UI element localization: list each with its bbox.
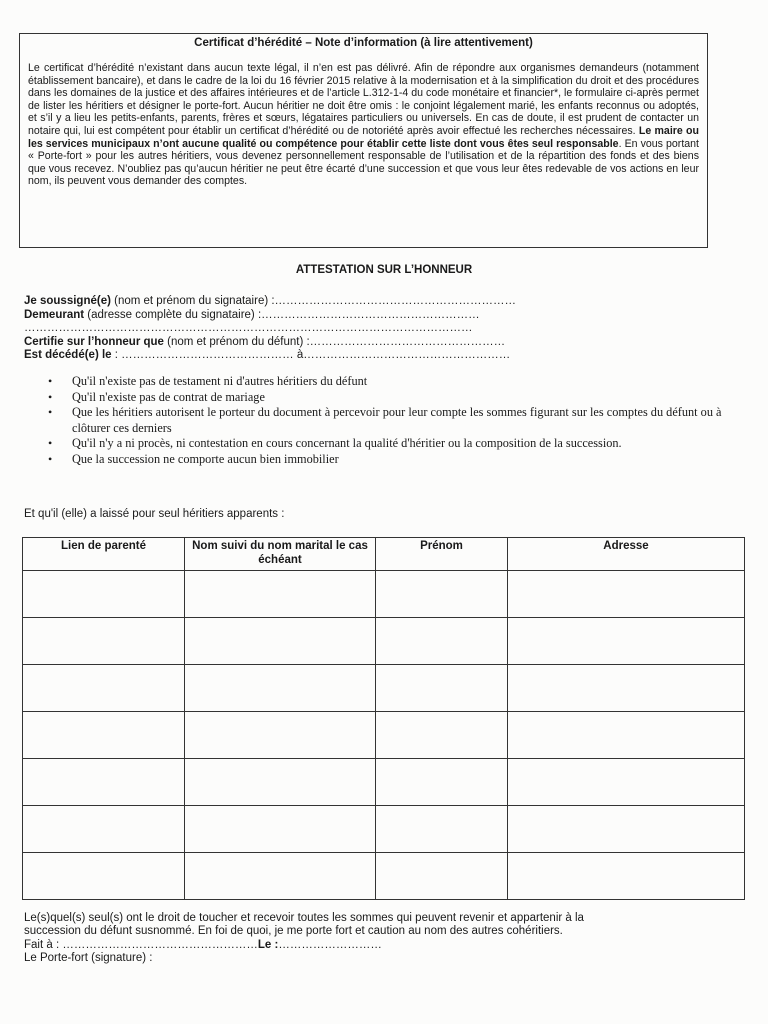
notice-text-part1: Le certificat d’hérédité n’existant dans aucun texte légal, il n’en est pas délivré. Afin de répondre aux organismes demandeurs (notamment établissement bancaire), et dans le cadre de la loi du 16 février 2015 relative à la modernisation et à la simplification du droit et des procédures dans les domaines de la justice et des affaires intérieures et de l’article L.312-1-4 du code monétaire et financier*, le formulaire ci-après permet de lister les héritiers et désigner le porte-fort. Aucun héritier ne doit être omis : le conjoint légalement marié, les enfants reconnus ou adoptés, et s’il y a lieu les petits-enfants, parents, frères et sœurs, légataires particuliers ou universels. En cas de doute, il est prudent de contacter un notaire qui, lui est compétent pour établir un certificat d’hérédité ou de notoriété après avoir effectué les recherches nécessaires. (28, 62, 699, 137)
field-rest: (nom et prénom du défunt) :…………………………………………… (163, 335, 506, 348)
field-label: Je soussigné(e) (24, 295, 111, 307)
heirs-intro: Et qu'il (elle) a laissé pour seul héritiers apparents : (24, 508, 285, 520)
closing-text-line1: Le(s)quel(s) seul(s) ont le droit de toucher et recevoir toutes les sommes qui peuvent revenir et appartenir à la (24, 912, 584, 924)
table-row (23, 618, 745, 665)
field-label: Demeurant (24, 308, 85, 321)
table-cell[interactable] (376, 806, 508, 853)
condition-item: • Que la succession ne comporte aucun bien immobilier (48, 451, 339, 466)
table-cell[interactable] (508, 759, 745, 806)
notice-title: Certificat d’hérédité – Note d’information (à lire attentivement) (194, 37, 533, 49)
table-row (23, 759, 745, 806)
table-row (23, 806, 745, 853)
signatory-address-line2[interactable] (24, 322, 724, 336)
notice-text-part2: . En vous portant « Porte-fort » pour les autres héritiers, vous devenez personnellement responsable de l’utilisation et de la répartition des fonds et des biens que vous recevez. N’oubliez pas qu’aucun héritier ne peut être écarté d’une succession et que vous leur êtes redevable de vos actions en leur nom, ils peuvent vous demander des comptes. (28, 137, 699, 188)
field-label: Est décédé(e) le (24, 349, 112, 361)
table-cell[interactable] (508, 571, 745, 618)
condition-item: • Qu'il n'existe pas de testament ni d'autres héritiers du défunt (48, 374, 368, 388)
notice-text (28, 62, 699, 188)
condition-item: • Qu'il n'y a ni procès, ni contestation en cours concernant la qualité d'héritier ou la composition de la succession. (48, 436, 622, 451)
table-cell[interactable] (376, 853, 508, 900)
table-cell[interactable] (185, 712, 376, 759)
field-label: Certifie sur l’honneur que (24, 335, 164, 348)
table-cell[interactable] (376, 712, 508, 759)
table-cell[interactable] (23, 853, 185, 900)
column-header-address: Adresse (508, 538, 745, 571)
column-header-firstname: Prénom (376, 538, 508, 571)
condition-item: • Que les héritiers autorisent le porteur du document à percevoir pour leur compte les sommes figurant sur les comptes du défunt ou à clôturer ces derniers (48, 405, 722, 435)
bullet-icon: • (48, 451, 53, 466)
table-cell[interactable] (185, 806, 376, 853)
table-cell[interactable] (23, 806, 185, 853)
table-cell[interactable] (23, 712, 185, 759)
table-cell[interactable] (508, 665, 745, 712)
signature-field[interactable]: Le Porte-fort (signature) : (24, 952, 153, 965)
information-notice-box (19, 33, 708, 248)
table-cell[interactable] (23, 618, 185, 665)
signatory-fields (24, 295, 724, 363)
table-cell[interactable] (185, 853, 376, 900)
column-header-name: Nom suivi du nom marital le cas échéant (185, 538, 376, 571)
deceased-name-field[interactable] (24, 336, 724, 350)
column-header-relationship: Lien de parenté (23, 538, 185, 571)
bullet-icon: • (48, 389, 53, 404)
table-cell[interactable] (376, 571, 508, 618)
table-row (23, 665, 745, 712)
field-rest: ……………………………………………………………………………………………………… (24, 322, 473, 334)
place-label: Fait à : (24, 938, 63, 951)
heirs-table (22, 537, 745, 900)
table-cell[interactable] (23, 665, 185, 712)
table-cell[interactable] (185, 571, 376, 618)
attestation-title: ATTESTATION SUR L’HONNEUR (295, 264, 473, 276)
notice-text-bold: Le maire ou les services municipaux n’ont aucune qualité ou compétence pour établir cette liste dont vous êtes seul responsable (28, 124, 699, 150)
table-cell[interactable] (185, 618, 376, 665)
table-row (23, 853, 745, 900)
date-label: Le : (257, 938, 279, 951)
table-cell[interactable] (508, 712, 745, 759)
table-row (23, 712, 745, 759)
signatory-name-field[interactable] (24, 295, 724, 309)
table-cell[interactable] (185, 759, 376, 806)
table-row (23, 571, 745, 618)
table-cell[interactable] (508, 806, 745, 853)
table-cell[interactable] (376, 618, 508, 665)
date-dots: ……………………… (278, 938, 382, 951)
table-cell[interactable] (185, 665, 376, 712)
field-rest: (adresse complète du signataire) :………………………………………………… (84, 308, 480, 321)
closing-section (24, 912, 734, 966)
place-dots: …………………………………………… (62, 938, 258, 951)
conditions-list (48, 374, 728, 468)
table-cell[interactable] (23, 759, 185, 806)
place-date-field[interactable] (24, 939, 734, 952)
table-cell[interactable] (23, 571, 185, 618)
table-cell[interactable] (376, 759, 508, 806)
signatory-address-field[interactable] (24, 309, 724, 323)
table-cell[interactable] (376, 665, 508, 712)
closing-text-line2: succession du défunt susnommé. En foi de quoi, je me porte fort et caution au nom des autres cohéritiers. (24, 925, 563, 938)
condition-item: • Qu'il n'existe pas de contrat de mariage (48, 389, 265, 404)
bullet-icon: • (48, 374, 53, 388)
field-rest: (nom et prénom du signataire) :……………………………………………………… (110, 295, 517, 307)
heirs-header-row (23, 538, 745, 571)
bullet-icon: • (48, 405, 53, 420)
bullet-icon: • (48, 436, 53, 451)
death-date-place-field[interactable] (24, 349, 724, 363)
table-cell[interactable] (508, 853, 745, 900)
field-rest: : ……………………………………… à……………………………………………… (111, 349, 511, 361)
table-cell[interactable] (508, 618, 745, 665)
